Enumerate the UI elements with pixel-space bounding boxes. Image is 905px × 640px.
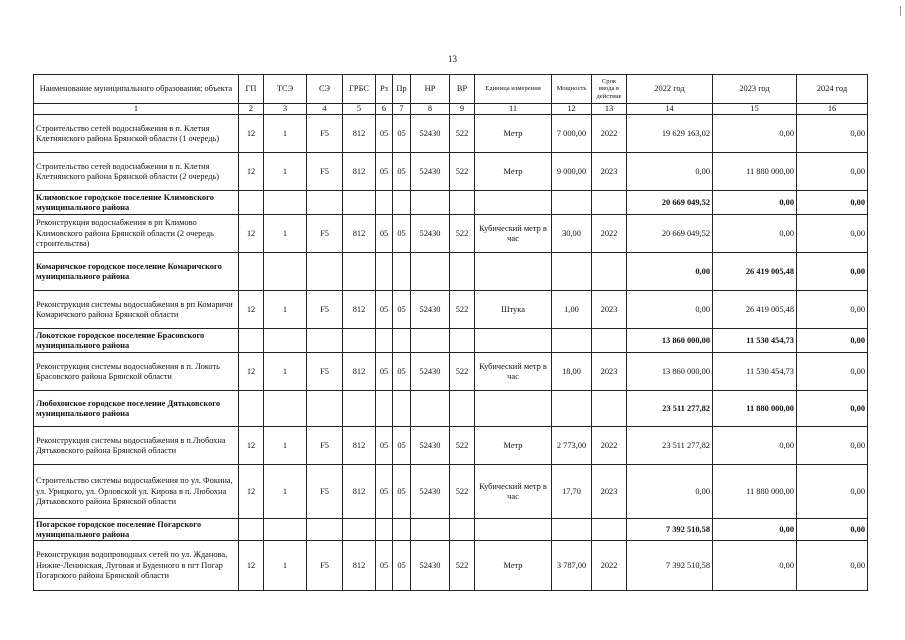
- cell-gp: 12: [239, 215, 264, 253]
- table-row: [34, 353, 868, 391]
- cell-vr: 522: [450, 465, 475, 519]
- cell-y2023: 26 419 005,48: [713, 253, 797, 291]
- column-number: 3: [264, 104, 307, 115]
- cell-grbs: 812: [343, 115, 376, 153]
- cell-capacity: 18,00: [552, 353, 592, 391]
- header-grbs: ГРБС: [343, 75, 376, 104]
- cell-y2024: 0,00: [797, 427, 868, 465]
- cell-np: [411, 391, 450, 427]
- object-name: Реконструкция системы водоснабжения в рп Комаричи Комаричского района Брянской области: [34, 291, 239, 329]
- cell-y2022: 23 511 277,82: [627, 391, 713, 427]
- cell-y2022: 0,00: [627, 291, 713, 329]
- cell-vr: 522: [450, 427, 475, 465]
- cell-term: 2023: [592, 353, 627, 391]
- cell-vr: 522: [450, 291, 475, 329]
- cell-rz: 05: [376, 291, 393, 329]
- cell-capacity: 17,70: [552, 465, 592, 519]
- cell-grbs: 812: [343, 427, 376, 465]
- column-number: 12: [552, 104, 592, 115]
- group-row: [34, 191, 868, 215]
- budget-table: [33, 74, 868, 591]
- cell-term: 2022: [592, 115, 627, 153]
- cell-y2023: 0,00: [713, 191, 797, 215]
- cell-gp: [239, 329, 264, 353]
- cell-y2024: 0,00: [797, 353, 868, 391]
- cell-capacity: [552, 253, 592, 291]
- cell-y2023: 11 880 000,00: [713, 153, 797, 191]
- column-number: 15: [713, 104, 797, 115]
- object-name: Реконструкция системы водоснабжения в п.Любохна Дятьковского района Брянской области: [34, 427, 239, 465]
- cell-tse: [264, 329, 307, 353]
- cell-term: 2023: [592, 153, 627, 191]
- cell-y2023: 0,00: [713, 541, 797, 591]
- group-name: Комаричское городское поселение Комаричского муниципального района: [34, 253, 239, 291]
- table-row: [34, 465, 868, 519]
- cell-capacity: [552, 391, 592, 427]
- group-name: Локотское городское поселение Брасовского муниципального района: [34, 329, 239, 353]
- column-number: 16: [797, 104, 868, 115]
- cell-y2024: 0,00: [797, 391, 868, 427]
- cell-pr: 05: [393, 541, 411, 591]
- cell-y2022: 19 629 163,02: [627, 115, 713, 153]
- header-np: НР: [411, 75, 450, 104]
- cell-capacity: [552, 329, 592, 353]
- cell-np: 52430: [411, 115, 450, 153]
- cell-np: [411, 253, 450, 291]
- cell-pr: 05: [393, 115, 411, 153]
- column-number: 7: [393, 104, 411, 115]
- cell-pr: [393, 329, 411, 353]
- cell-vr: [450, 391, 475, 427]
- cell-unit: Метр: [475, 541, 552, 591]
- cell-capacity: [552, 519, 592, 541]
- table-body: [34, 115, 868, 591]
- cell-vr: 522: [450, 215, 475, 253]
- object-name: Строительство сетей водоснабжения в п. Клетня Клетнянского района Брянской области (1 очередь): [34, 115, 239, 153]
- cell-unit: Метр: [475, 153, 552, 191]
- cell-term: 2022: [592, 427, 627, 465]
- cell-gp: 12: [239, 465, 264, 519]
- table-row: [34, 427, 868, 465]
- table-row: [34, 153, 868, 191]
- header-name: Наименование муниципального образования; объекта: [34, 75, 239, 104]
- cell-y2024: 0,00: [797, 253, 868, 291]
- cell-pr: 05: [393, 153, 411, 191]
- cell-y2022: 7 392 510,58: [627, 541, 713, 591]
- cell-grbs: [343, 329, 376, 353]
- column-number: 4: [307, 104, 343, 115]
- group-row: [34, 253, 868, 291]
- cell-rz: 05: [376, 353, 393, 391]
- cell-rz: 05: [376, 541, 393, 591]
- cell-np: 52430: [411, 427, 450, 465]
- group-name: Климовское городское поселение Климовского муниципального района: [34, 191, 239, 215]
- cell-capacity: 1,00: [552, 291, 592, 329]
- cell-pr: [393, 253, 411, 291]
- header-term: Срок ввода в действие: [592, 75, 627, 104]
- cell-grbs: 812: [343, 153, 376, 191]
- cell-term: 2023: [592, 291, 627, 329]
- cell-term: 2023: [592, 465, 627, 519]
- cell-vr: [450, 519, 475, 541]
- cell-y2024: 0,00: [797, 465, 868, 519]
- cell-grbs: [343, 253, 376, 291]
- cell-vr: 522: [450, 353, 475, 391]
- cell-np: 52430: [411, 215, 450, 253]
- cell-unit: Кубический метр в час: [475, 215, 552, 253]
- cell-unit: [475, 329, 552, 353]
- cell-np: 52430: [411, 465, 450, 519]
- cell-y2023: 0,00: [713, 427, 797, 465]
- cell-se: F5: [307, 541, 343, 591]
- cell-vr: [450, 191, 475, 215]
- cell-y2023: 0,00: [713, 215, 797, 253]
- cell-term: [592, 391, 627, 427]
- header-2023: 2023 год: [713, 75, 797, 104]
- header-row: [34, 75, 868, 104]
- column-number: 13: [592, 104, 627, 115]
- cell-tse: 1: [264, 465, 307, 519]
- cell-pr: 05: [393, 353, 411, 391]
- cell-se: [307, 329, 343, 353]
- cell-tse: 1: [264, 115, 307, 153]
- cell-grbs: 812: [343, 465, 376, 519]
- cell-grbs: [343, 391, 376, 427]
- cell-vr: 522: [450, 153, 475, 191]
- cell-y2024: 0,00: [797, 541, 868, 591]
- cell-unit: [475, 519, 552, 541]
- cell-tse: 1: [264, 427, 307, 465]
- cell-gp: [239, 391, 264, 427]
- cell-rz: 05: [376, 115, 393, 153]
- cell-term: [592, 191, 627, 215]
- cell-y2022: 0,00: [627, 153, 713, 191]
- cell-np: 52430: [411, 353, 450, 391]
- group-name: Любохонское городское поселение Дятьковского муниципального района: [34, 391, 239, 427]
- cell-vr: [450, 253, 475, 291]
- cell-grbs: 812: [343, 291, 376, 329]
- cell-y2023: 11 880 000,00: [713, 465, 797, 519]
- cell-pr: 05: [393, 465, 411, 519]
- cell-rz: [376, 253, 393, 291]
- column-number: 11: [475, 104, 552, 115]
- cell-capacity: 3 787,00: [552, 541, 592, 591]
- group-name: Погарское городское поселение Погарского муниципального района: [34, 519, 239, 541]
- header-unit: Единица измерения: [475, 75, 552, 104]
- cell-capacity: [552, 191, 592, 215]
- cell-unit: Метр: [475, 427, 552, 465]
- cell-np: 52430: [411, 153, 450, 191]
- cell-se: F5: [307, 353, 343, 391]
- table-row: [34, 541, 868, 591]
- cell-grbs: 812: [343, 353, 376, 391]
- cell-unit: Штука: [475, 291, 552, 329]
- cell-se: F5: [307, 115, 343, 153]
- cell-capacity: 30,00: [552, 215, 592, 253]
- cell-term: [592, 519, 627, 541]
- column-number-row: [34, 104, 868, 115]
- cell-y2023: 0,00: [713, 115, 797, 153]
- cell-unit: Метр: [475, 115, 552, 153]
- column-number: 9: [450, 104, 475, 115]
- cell-gp: [239, 253, 264, 291]
- column-number: 2: [239, 104, 264, 115]
- cell-capacity: 2 773,00: [552, 427, 592, 465]
- cell-y2024: 0,00: [797, 153, 868, 191]
- cell-unit: [475, 191, 552, 215]
- cell-rz: 05: [376, 465, 393, 519]
- cell-se: F5: [307, 215, 343, 253]
- header-pr: Пр: [393, 75, 411, 104]
- cell-y2022: 23 511 277,82: [627, 427, 713, 465]
- cell-term: [592, 253, 627, 291]
- cell-tse: 1: [264, 153, 307, 191]
- cell-se: F5: [307, 465, 343, 519]
- cell-unit: [475, 253, 552, 291]
- cell-unit: Кубический метр в час: [475, 465, 552, 519]
- cell-y2024: 0,00: [797, 329, 868, 353]
- cell-tse: [264, 191, 307, 215]
- cell-rz: 05: [376, 153, 393, 191]
- cell-y2022: 7 392 510,58: [627, 519, 713, 541]
- cell-np: [411, 329, 450, 353]
- cell-unit: Кубический метр в час: [475, 353, 552, 391]
- cell-tse: [264, 253, 307, 291]
- cell-gp: 12: [239, 153, 264, 191]
- cell-tse: [264, 391, 307, 427]
- object-name: Реконструкция водоснабжения в рп Климово Климовского района Брянской области (2 очередь строительства): [34, 215, 239, 253]
- column-number: 1: [34, 104, 239, 115]
- cell-se: F5: [307, 291, 343, 329]
- header-vr: ВР: [450, 75, 475, 104]
- cell-gp: [239, 191, 264, 215]
- cell-tse: 1: [264, 353, 307, 391]
- header-rz: Рз: [376, 75, 393, 104]
- cell-y2024: 0,00: [797, 291, 868, 329]
- cell-se: [307, 253, 343, 291]
- group-row: [34, 519, 868, 541]
- cell-y2023: 0,00: [713, 519, 797, 541]
- cell-capacity: 7 000,00: [552, 115, 592, 153]
- object-name: Строительство системы водоснабжения по ул. Фокина, ул. Урицкого, ул. Орловской ул. Кирова в п. Любохна Дятьковского района Брянской области: [34, 465, 239, 519]
- group-row: [34, 391, 868, 427]
- cell-y2022: 13 860 000,00: [627, 329, 713, 353]
- cell-y2024: 0,00: [797, 115, 868, 153]
- cell-se: [307, 519, 343, 541]
- cell-gp: 12: [239, 541, 264, 591]
- header-se: СЭ: [307, 75, 343, 104]
- cell-y2023: 11 530 454,73: [713, 329, 797, 353]
- cell-np: 52430: [411, 541, 450, 591]
- column-number: 5: [343, 104, 376, 115]
- cell-term: 2022: [592, 541, 627, 591]
- table-row: [34, 215, 868, 253]
- cell-y2022: 20 669 049,52: [627, 191, 713, 215]
- object-name: Строительство сетей водоснабжения в п. Клетня Клетнянского района Брянской области (2 очередь): [34, 153, 239, 191]
- cell-vr: 522: [450, 115, 475, 153]
- cell-pr: 05: [393, 427, 411, 465]
- table-row: [34, 291, 868, 329]
- cell-tse: 1: [264, 215, 307, 253]
- cell-tse: 1: [264, 291, 307, 329]
- cell-y2022: 20 669 049,52: [627, 215, 713, 253]
- cell-gp: 12: [239, 353, 264, 391]
- column-number: 6: [376, 104, 393, 115]
- edge-mark: [900, 6, 901, 16]
- cell-rz: [376, 329, 393, 353]
- cell-np: [411, 519, 450, 541]
- cell-grbs: [343, 191, 376, 215]
- cell-unit: [475, 391, 552, 427]
- cell-gp: 12: [239, 115, 264, 153]
- table-row: [34, 115, 868, 153]
- cell-grbs: 812: [343, 541, 376, 591]
- object-name: Реконструкция системы водоснабжения в п. Локоть Брасовского района Брянской области: [34, 353, 239, 391]
- cell-se: [307, 191, 343, 215]
- column-number: 14: [627, 104, 713, 115]
- cell-rz: [376, 391, 393, 427]
- cell-rz: [376, 519, 393, 541]
- header-2022: 2022 год: [627, 75, 713, 104]
- cell-y2022: 0,00: [627, 253, 713, 291]
- cell-y2024: 0,00: [797, 519, 868, 541]
- cell-pr: [393, 191, 411, 215]
- header-2024: 2024 год: [797, 75, 868, 104]
- cell-gp: 12: [239, 291, 264, 329]
- cell-term: 2022: [592, 215, 627, 253]
- cell-np: [411, 191, 450, 215]
- cell-rz: 05: [376, 215, 393, 253]
- cell-vr: 522: [450, 541, 475, 591]
- cell-y2023: 11 880 000,00: [713, 391, 797, 427]
- cell-grbs: 812: [343, 215, 376, 253]
- object-name: Реконструкция водопроводных сетей по ул. Жданова, Нижне-Ленинская, Луговая и Буденного в пгт Погар Погарского района Брянской области: [34, 541, 239, 591]
- cell-pr: [393, 519, 411, 541]
- cell-y2023: 11 530 454,73: [713, 353, 797, 391]
- cell-gp: 12: [239, 427, 264, 465]
- cell-y2024: 0,00: [797, 215, 868, 253]
- column-number: 8: [411, 104, 450, 115]
- cell-y2022: 0,00: [627, 465, 713, 519]
- cell-tse: [264, 519, 307, 541]
- cell-pr: 05: [393, 215, 411, 253]
- cell-y2023: 26 419 005,48: [713, 291, 797, 329]
- cell-capacity: 9 000,00: [552, 153, 592, 191]
- cell-se: [307, 391, 343, 427]
- header-gp: ГП: [239, 75, 264, 104]
- cell-se: F5: [307, 153, 343, 191]
- cell-se: F5: [307, 427, 343, 465]
- cell-rz: 05: [376, 427, 393, 465]
- cell-grbs: [343, 519, 376, 541]
- page-number: 13: [448, 54, 457, 64]
- cell-tse: 1: [264, 541, 307, 591]
- header-capacity: Мощность: [552, 75, 592, 104]
- cell-term: [592, 329, 627, 353]
- cell-vr: [450, 329, 475, 353]
- cell-np: 52430: [411, 291, 450, 329]
- cell-gp: [239, 519, 264, 541]
- cell-pr: [393, 391, 411, 427]
- group-row: [34, 329, 868, 353]
- cell-y2022: 13 860 000,00: [627, 353, 713, 391]
- header-tse: ТСЭ: [264, 75, 307, 104]
- cell-rz: [376, 191, 393, 215]
- cell-y2024: 0,00: [797, 191, 868, 215]
- cell-pr: 05: [393, 291, 411, 329]
